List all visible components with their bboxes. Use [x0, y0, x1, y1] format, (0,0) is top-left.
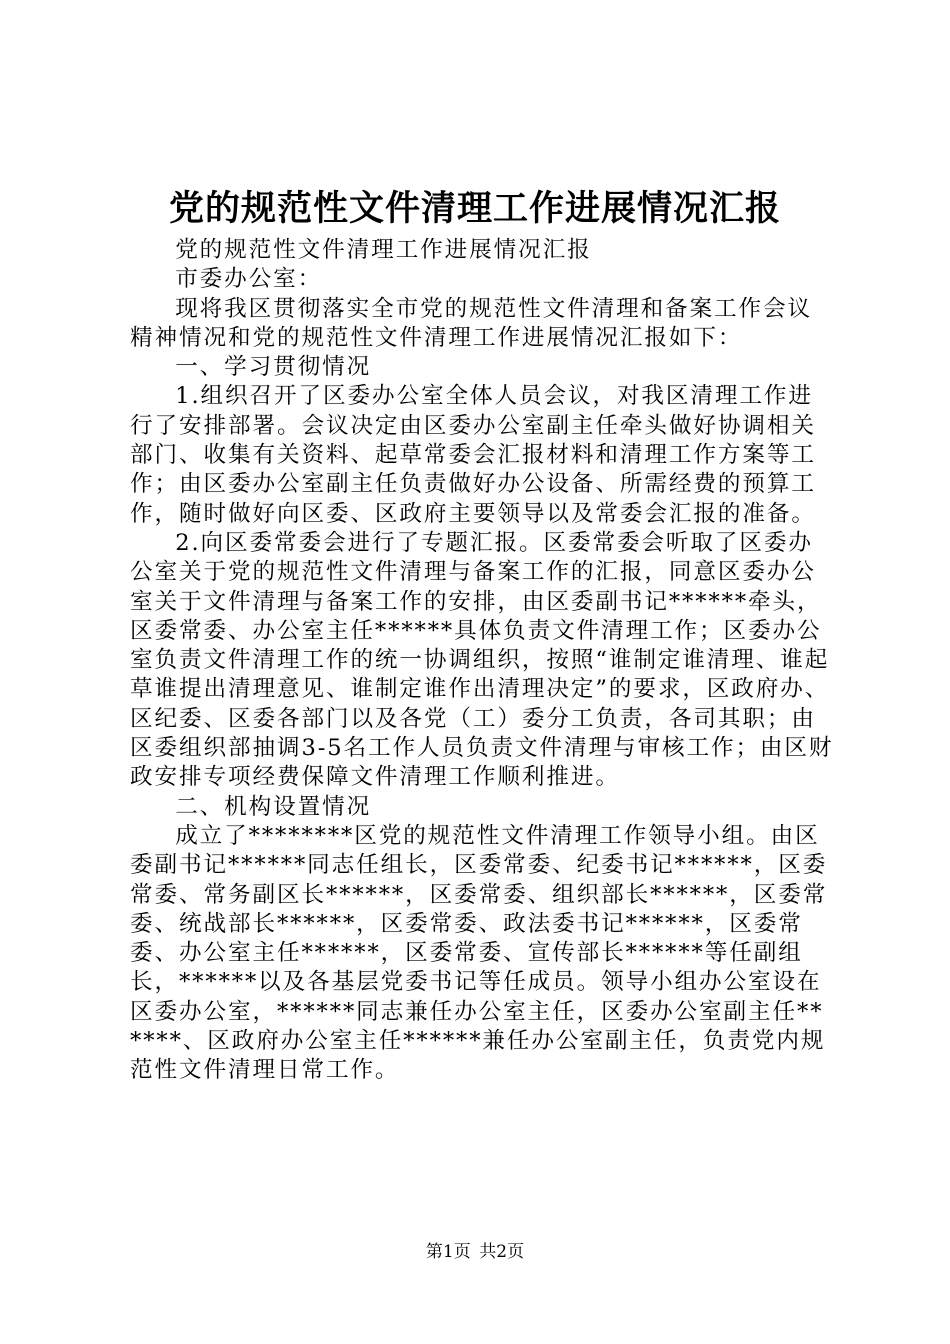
document-title: 党的规范性文件清理工作进展情况汇报	[168, 188, 781, 229]
document-body	[130, 236, 835, 1086]
paragraph-item-2: 2.向区委常委会进行了专题汇报。区委常委会听取了区委办公室关于党的规范性文件清理与备案工作的汇报，同意区委办公室关于文件清理与备案工作的安排，由区委副书记******牵头，区委常委、办公室主任******具体负责文件清理工作；区委办公室负责文件清理工作的统一协调组织，按照“谁制定谁清理、谁起草谁提出清理意见、谁制定谁作出清理决定”的要求，区政府办、区纪委、区委各部门以及各党（工）委分工负责，各司其职；由区委组织部抽调3-5名工作人员负责文件清理与审核工作；由区财政安排专项经费保障文件清理工作顺利推进。	[130, 529, 834, 791]
page-total: 共2页	[479, 1242, 525, 1262]
addressee-paragraph: 市委办公室：	[175, 266, 323, 293]
paragraph-item-1: 1.组织召开了区委办公室全体人员会议，对我区清理工作进行了安排部署。会议决定由区委办公室副主任牵头做好协调相关部门、收集有关资料、起草常委会汇报材料和清理工作方案等工作；由区委办公室副主任负责做好办公设备、所需经费的预算工作，随时做好向区委、区政府主要领导以及常委会汇报的准备。	[130, 383, 816, 527]
section-heading-organization: 二、机构设置情况	[175, 793, 372, 820]
paragraph-organization: 成立了********区党的规范性文件清理工作领导小组。由区委副书记******同志任组长，区委常委、纪委书记******，区委常委、常务副区长******，区委常委、组织部长******，区委常委、统战部长******，区委常委、政法委书记******，区委常委、办公室主任******，区委常委、宣传部长******等任副组长，******以及各基层党委书记等任成员。领导小组办公室设在区委办公室，******同志兼任办公室主任，区委办公室副主任******、区政府办公室主任******兼任办公室副主任，负责党内规范性文件清理日常工作。	[130, 822, 828, 1084]
section-heading-study: 一、学习贯彻情况	[175, 354, 372, 381]
page-number: 第1页	[425, 1242, 471, 1262]
subtitle-paragraph: 党的规范性文件清理工作进展情况汇报	[175, 237, 592, 263]
page-footer	[0, 1240, 950, 1264]
intro-paragraph: 现将我区贯彻落实全市党的规范性文件清理和备案工作会议精神情况和党的规范性文件清理工作进展情况汇报如下：	[130, 295, 813, 351]
